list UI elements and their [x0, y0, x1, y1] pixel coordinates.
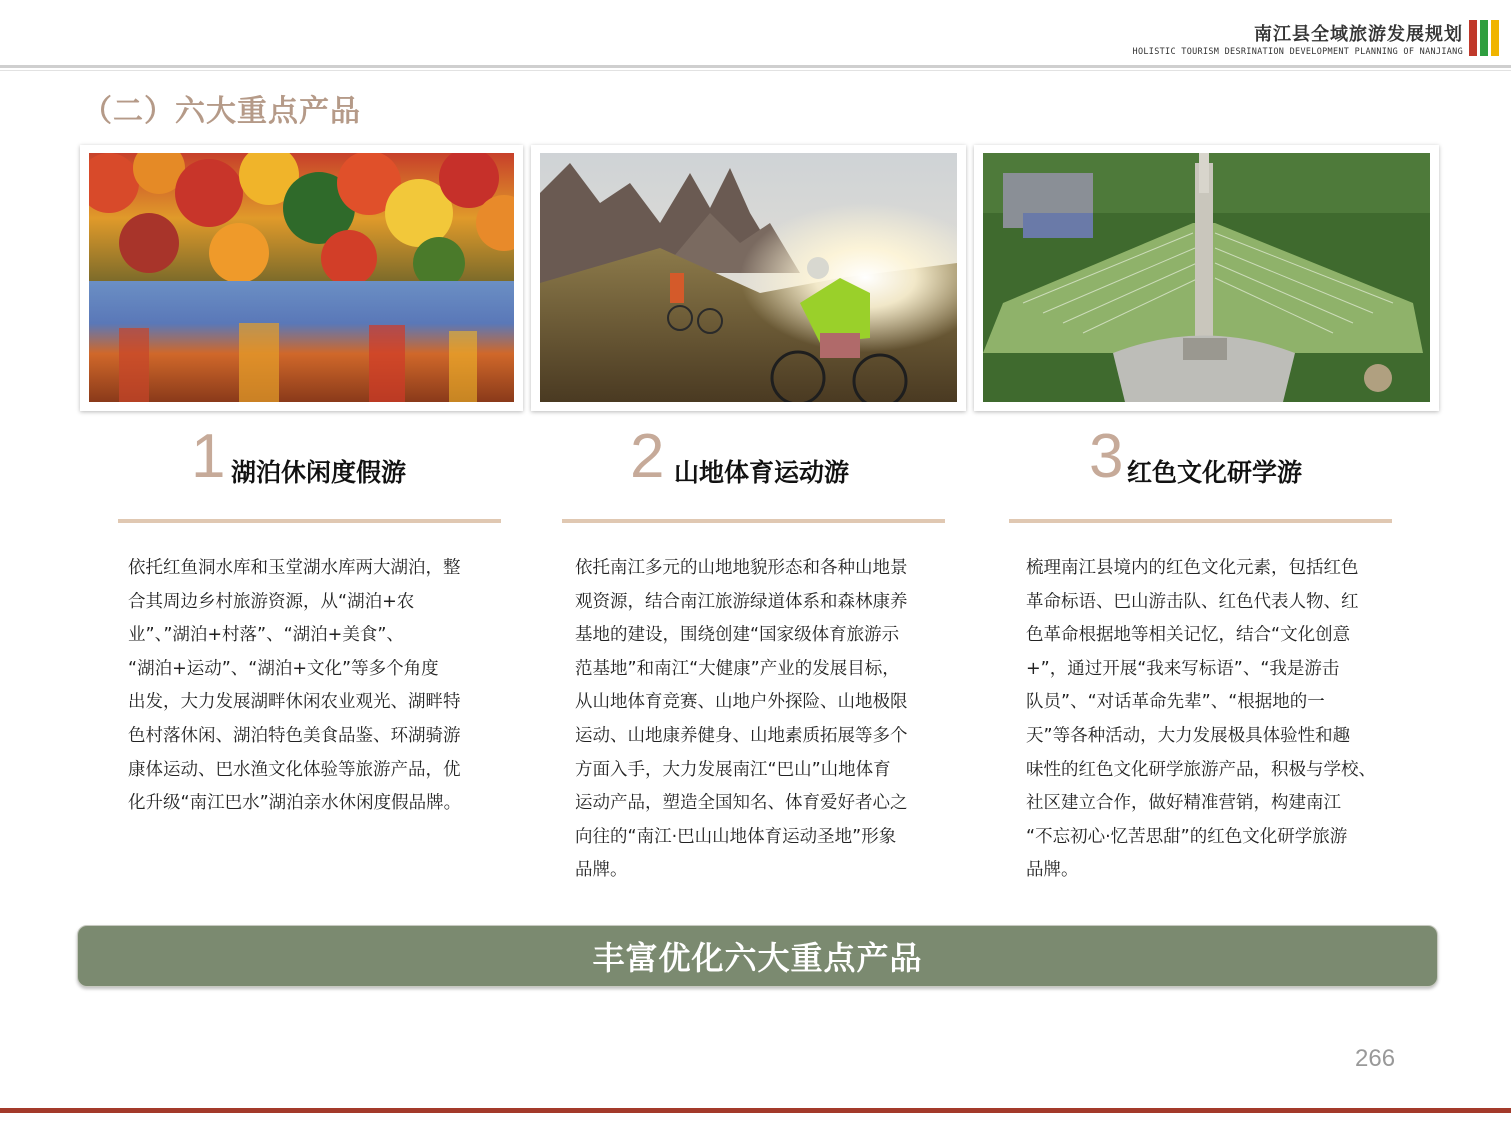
product-description-1: [128, 552, 461, 821]
summary-banner-text: 丰富优化六大重点产品: [592, 939, 923, 977]
product-title: 湖泊休闲度假游: [231, 458, 407, 487]
header-divider: [0, 65, 1511, 68]
description-line: 味性的红色文化研学旅游产品，积极与学校、: [1026, 759, 1376, 780]
product-head-2: [630, 422, 930, 495]
product-head-3: [1089, 422, 1389, 495]
description-line: 范基地”和南江“大健康”产业的发展目标，: [575, 658, 900, 679]
product-divider-3: [1009, 519, 1392, 523]
description-line: 运动产品，塑造全国知名、体育爱好者心之: [575, 793, 908, 814]
logo-bar-red: [1469, 20, 1477, 56]
product-number: 2: [630, 422, 665, 491]
product-divider-2: [562, 519, 945, 523]
description-line: 社区建立合作，做好精准营销，构建南江: [1026, 793, 1341, 814]
description-line: 色革命根据地等相关记忆，结合“文化创意: [1026, 625, 1351, 646]
description-line: “湖泊+运动”、“湖泊+文化”等多个角度: [128, 658, 439, 679]
description-line: 革命标语、巴山游击队、红色代表人物、红: [1026, 591, 1359, 612]
mountain-bike-photo: [540, 153, 957, 402]
description-line: 观资源，结合南江旅游绿道体系和森林康养: [575, 591, 908, 612]
summary-banner: [77, 925, 1438, 987]
description-line: 队员”、“对话革命先辈”、“根据地的一: [1026, 692, 1325, 713]
header-divider-thin: [0, 70, 1511, 71]
page-number: 266: [1355, 1045, 1396, 1072]
lake-photo: [89, 153, 514, 402]
description-line: 色村落休闲、湖泊特色美食品鉴、环湖骑游: [128, 725, 461, 746]
section-heading: （二）六大重点产品: [82, 94, 361, 129]
description-line: 依托红鱼洞水库和玉堂湖水库两大湖泊，整: [128, 558, 461, 578]
memorial-park-photo: [983, 153, 1430, 402]
product-head-1: [191, 422, 491, 495]
description-line: 业”、”湖泊+村落”、“湖泊+美食”、: [128, 625, 404, 646]
description-line: 梳理南江县境内的红色文化元素，包括红色: [1026, 558, 1359, 578]
footer-divider: [0, 1108, 1511, 1113]
description-line: 品牌。: [575, 860, 628, 881]
product-number: 3: [1089, 422, 1124, 491]
description-line: 从山地体育竞赛、山地户外探险、山地极限: [575, 692, 908, 713]
description-line: 出发，大力发展湖畔休闲农业观光、湖畔特: [128, 692, 461, 713]
photo-frame-mountain: [531, 145, 966, 411]
product-title: 山地体育运动游: [674, 458, 850, 487]
description-line: 合其周边乡村旅游资源，从“湖泊+农: [128, 591, 415, 612]
product-divider-1: [118, 519, 501, 523]
description-line: 依托南江多元的山地地貌形态和各种山地景: [575, 558, 908, 578]
description-line: 向往的“南江·巴山山地体育运动圣地”形象: [575, 826, 897, 847]
description-line: 运动、山地康养健身、山地素质拓展等多个: [575, 725, 908, 746]
description-line: 基地的建设，围绕创建“国家级体育旅游示: [575, 625, 900, 646]
description-line: “不忘初心·忆苦思甜”的红色文化研学旅游: [1026, 826, 1348, 847]
product-title: 红色文化研学游: [1127, 458, 1303, 487]
description-line: 方面入手，大力发展南江“巴山”山地体育: [575, 759, 891, 780]
product-description-3: [1026, 552, 1376, 888]
logo-bar-green: [1480, 20, 1488, 56]
description-line: 化升级“南江巴水”湖泊亲水休闲度假品牌。: [128, 793, 462, 814]
logo-bar-yellow: [1491, 20, 1499, 56]
document-title: 南江县全域旅游发展规划: [1254, 24, 1463, 45]
logo-bars-icon: [1469, 20, 1499, 56]
document-subtitle: HOLISTIC TOURISM DESRINATION DEVELOPMENT PLANNING OF NANJIANG: [1132, 47, 1463, 57]
description-line: +”，通过开展“我来写标语”、“我是游击: [1026, 658, 1340, 679]
product-number: 1: [191, 422, 226, 491]
product-description-2: [575, 552, 908, 888]
description-line: 康体运动、巴水渔文化体验等旅游产品，优: [128, 759, 461, 780]
description-line: 品牌。: [1026, 860, 1079, 881]
photo-frame-memorial: [974, 145, 1439, 411]
description-line: 天”等各种活动，大力发展极具体验性和趣: [1026, 725, 1351, 746]
photo-frame-lake: [80, 145, 523, 411]
